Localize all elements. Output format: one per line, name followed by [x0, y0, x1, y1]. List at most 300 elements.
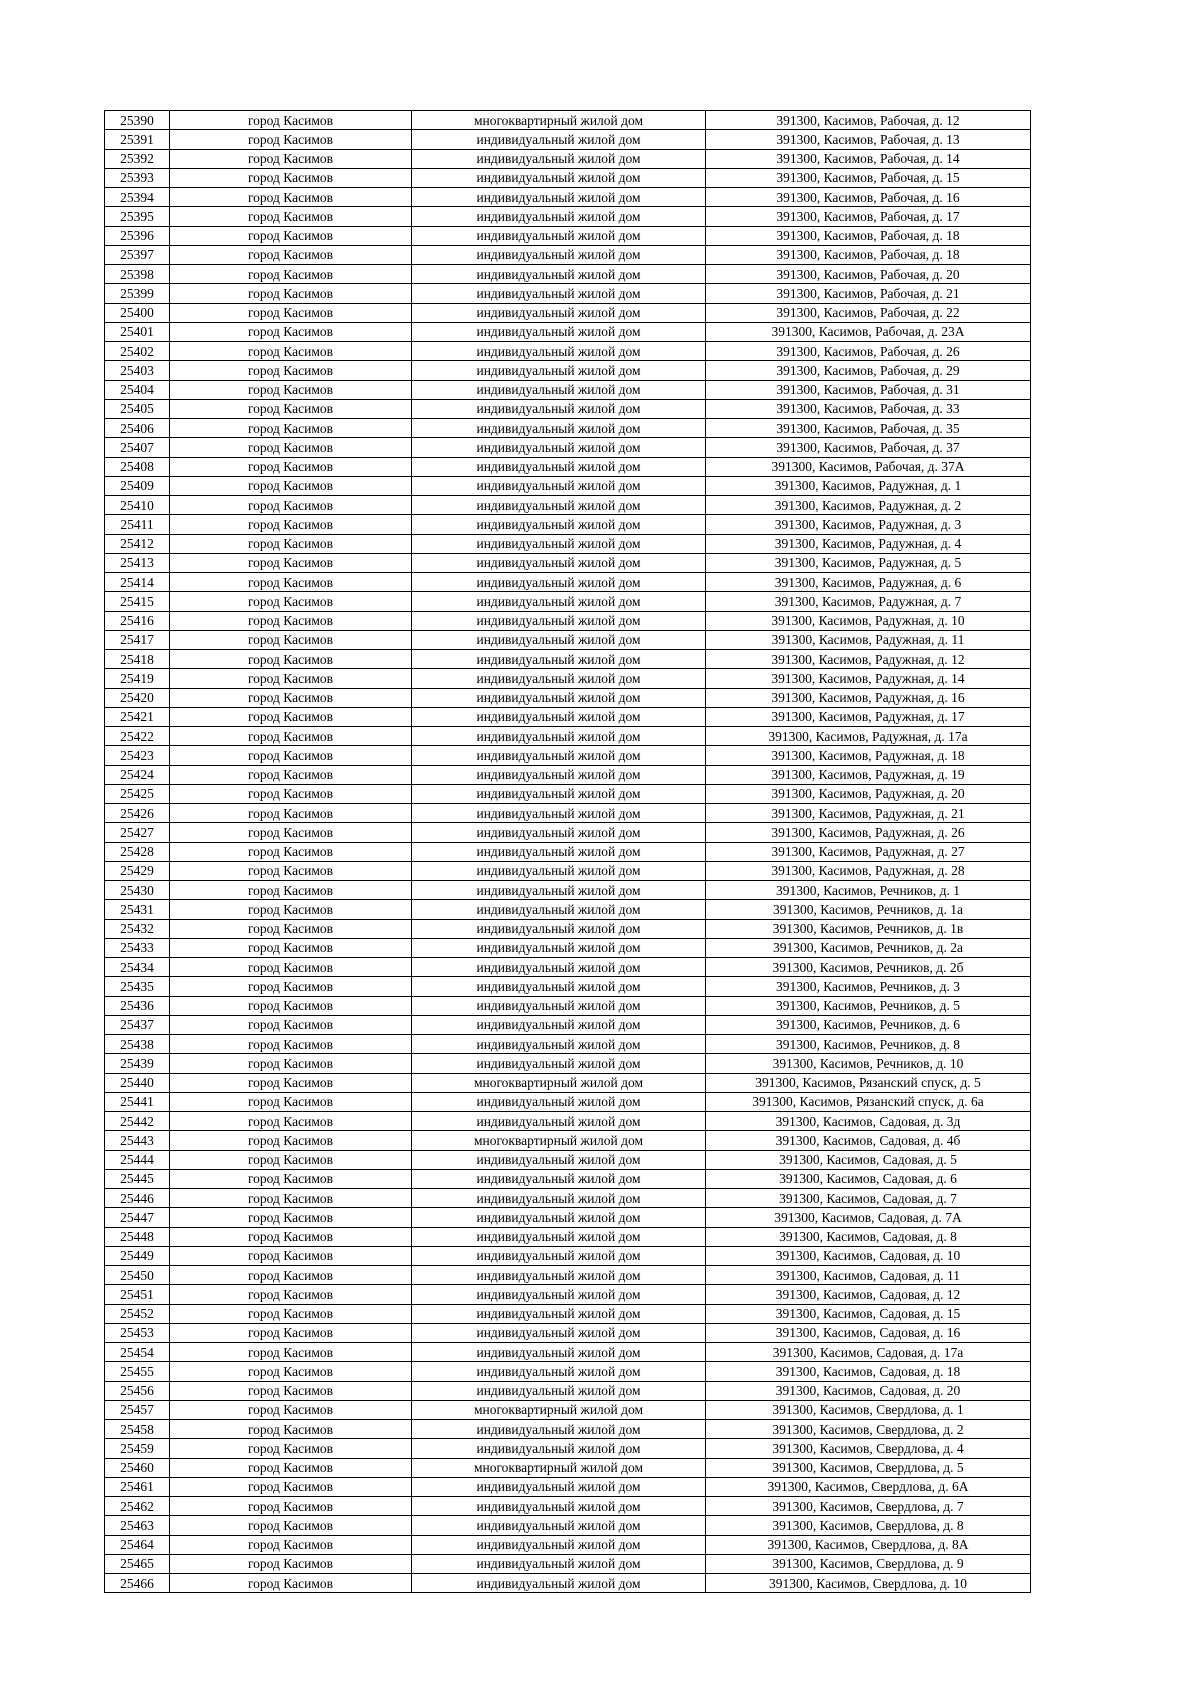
settlement-cell: город Касимов [170, 1574, 412, 1593]
settlement-cell: город Касимов [170, 188, 412, 207]
settlement-cell: город Касимов [170, 1323, 412, 1342]
address-cell: 391300, Касимов, Садовая, д. 4б [706, 1131, 1031, 1150]
building-type-cell: индивидуальный жилой дом [412, 573, 706, 592]
building-type-cell: индивидуальный жилой дом [412, 1285, 706, 1304]
row-id-cell: 25398 [105, 265, 170, 284]
row-id-cell: 25445 [105, 1169, 170, 1188]
address-cell: 391300, Касимов, Радужная, д. 17 [706, 707, 1031, 726]
settlement-cell: город Касимов [170, 111, 412, 130]
address-cell: 391300, Касимов, Садовая, д. 8 [706, 1227, 1031, 1246]
row-id-cell: 25409 [105, 476, 170, 495]
address-cell: 391300, Касимов, Речников, д. 1а [706, 900, 1031, 919]
building-type-cell: индивидуальный жилой дом [412, 419, 706, 438]
address-cell: 391300, Касимов, Садовая, д. 12 [706, 1285, 1031, 1304]
settlement-cell: город Касимов [170, 1208, 412, 1227]
row-id-cell: 25463 [105, 1516, 170, 1535]
address-cell: 391300, Касимов, Речников, д. 5 [706, 996, 1031, 1015]
settlement-cell: город Касимов [170, 823, 412, 842]
building-type-cell: индивидуальный жилой дом [412, 765, 706, 784]
row-id-cell: 25410 [105, 496, 170, 515]
row-id-cell: 25411 [105, 515, 170, 534]
row-id-cell: 25430 [105, 881, 170, 900]
address-cell: 391300, Касимов, Рабочая, д. 33 [706, 399, 1031, 418]
settlement-cell: город Касимов [170, 1343, 412, 1362]
table-row [105, 245, 1031, 264]
table-row [105, 303, 1031, 322]
address-cell: 391300, Касимов, Рабочая, д. 37 [706, 438, 1031, 457]
row-id-cell: 25425 [105, 784, 170, 803]
building-type-cell: индивидуальный жилой дом [412, 496, 706, 515]
table-row [105, 1054, 1031, 1073]
building-type-cell: индивидуальный жилой дом [412, 727, 706, 746]
address-cell: 391300, Касимов, Речников, д. 2б [706, 958, 1031, 977]
address-cell: 391300, Касимов, Садовая, д. 5 [706, 1150, 1031, 1169]
table-row [105, 496, 1031, 515]
row-id-cell: 25449 [105, 1246, 170, 1265]
building-type-cell: индивидуальный жилой дом [412, 1439, 706, 1458]
building-type-cell: индивидуальный жилой дом [412, 303, 706, 322]
building-type-cell: индивидуальный жилой дом [412, 996, 706, 1015]
table-row [105, 958, 1031, 977]
building-type-cell: индивидуальный жилой дом [412, 265, 706, 284]
address-cell: 391300, Касимов, Рабочая, д. 13 [706, 130, 1031, 149]
settlement-cell: город Касимов [170, 804, 412, 823]
row-id-cell: 25459 [105, 1439, 170, 1458]
row-id-cell: 25456 [105, 1381, 170, 1400]
building-type-cell: индивидуальный жилой дом [412, 515, 706, 534]
row-id-cell: 25427 [105, 823, 170, 842]
table-row [105, 630, 1031, 649]
settlement-cell: город Касимов [170, 226, 412, 245]
address-cell: 391300, Касимов, Рабочая, д. 29 [706, 361, 1031, 380]
building-type-cell: многоквартирный жилой дом [412, 1073, 706, 1092]
table-row [105, 1092, 1031, 1111]
table-row [105, 1381, 1031, 1400]
table-row [105, 342, 1031, 361]
building-type-cell: индивидуальный жилой дом [412, 1015, 706, 1034]
building-type-cell: многоквартирный жилой дом [412, 111, 706, 130]
settlement-cell: город Касимов [170, 207, 412, 226]
settlement-cell: город Касимов [170, 1092, 412, 1111]
address-cell: 391300, Касимов, Рабочая, д. 31 [706, 380, 1031, 399]
row-id-cell: 25391 [105, 130, 170, 149]
row-id-cell: 25407 [105, 438, 170, 457]
settlement-cell: город Касимов [170, 1554, 412, 1573]
building-type-cell: индивидуальный жилой дом [412, 1554, 706, 1573]
building-type-cell: индивидуальный жилой дом [412, 284, 706, 303]
address-cell: 391300, Касимов, Радужная, д. 1 [706, 476, 1031, 495]
building-type-cell: индивидуальный жилой дом [412, 361, 706, 380]
address-cell: 391300, Касимов, Рабочая, д. 21 [706, 284, 1031, 303]
settlement-cell: город Касимов [170, 1169, 412, 1188]
address-cell: 391300, Касимов, Садовая, д. 3д [706, 1112, 1031, 1131]
building-type-cell: индивидуальный жилой дом [412, 746, 706, 765]
row-id-cell: 25458 [105, 1420, 170, 1439]
table-body [105, 111, 1031, 1593]
building-type-cell: многоквартирный жилой дом [412, 1131, 706, 1150]
settlement-cell: город Касимов [170, 1054, 412, 1073]
row-id-cell: 25429 [105, 861, 170, 880]
address-cell: 391300, Касимов, Садовая, д. 7А [706, 1208, 1031, 1227]
row-id-cell: 25406 [105, 419, 170, 438]
table-row [105, 1227, 1031, 1246]
building-type-cell: индивидуальный жилой дом [412, 900, 706, 919]
row-id-cell: 25401 [105, 322, 170, 341]
address-cell: 391300, Касимов, Свердлова, д. 2 [706, 1420, 1031, 1439]
row-id-cell: 25434 [105, 958, 170, 977]
address-cell: 391300, Касимов, Радужная, д. 5 [706, 553, 1031, 572]
address-cell: 391300, Касимов, Рабочая, д. 23А [706, 322, 1031, 341]
table-row [105, 1343, 1031, 1362]
settlement-cell: город Касимов [170, 707, 412, 726]
settlement-cell: город Касимов [170, 688, 412, 707]
row-id-cell: 25444 [105, 1150, 170, 1169]
building-type-cell: индивидуальный жилой дом [412, 1516, 706, 1535]
row-id-cell: 25443 [105, 1131, 170, 1150]
building-type-cell: индивидуальный жилой дом [412, 149, 706, 168]
row-id-cell: 25405 [105, 399, 170, 418]
building-type-cell: индивидуальный жилой дом [412, 1169, 706, 1188]
address-cell: 391300, Касимов, Радужная, д. 2 [706, 496, 1031, 515]
table-row [105, 168, 1031, 187]
building-type-cell: индивидуальный жилой дом [412, 457, 706, 476]
row-id-cell: 25397 [105, 245, 170, 264]
table-row [105, 727, 1031, 746]
address-cell: 391300, Касимов, Рабочая, д. 15 [706, 168, 1031, 187]
building-type-cell: индивидуальный жилой дом [412, 958, 706, 977]
address-cell: 391300, Касимов, Рабочая, д. 16 [706, 188, 1031, 207]
table-row [105, 457, 1031, 476]
settlement-cell: город Касимов [170, 746, 412, 765]
address-cell: 391300, Касимов, Радужная, д. 20 [706, 784, 1031, 803]
table-row [105, 765, 1031, 784]
table-row [105, 1150, 1031, 1169]
building-type-cell: индивидуальный жилой дом [412, 1208, 706, 1227]
address-cell: 391300, Касимов, Рабочая, д. 37А [706, 457, 1031, 476]
address-cell: 391300, Касимов, Радужная, д. 4 [706, 534, 1031, 553]
building-type-cell: индивидуальный жилой дом [412, 707, 706, 726]
settlement-cell: город Касимов [170, 1189, 412, 1208]
table-row [105, 1516, 1031, 1535]
settlement-cell: город Касимов [170, 611, 412, 630]
table-row [105, 861, 1031, 880]
row-id-cell: 25437 [105, 1015, 170, 1034]
table-row [105, 515, 1031, 534]
settlement-cell: город Касимов [170, 1266, 412, 1285]
table-row [105, 1477, 1031, 1496]
address-cell: 391300, Касимов, Радужная, д. 3 [706, 515, 1031, 534]
table-row [105, 265, 1031, 284]
building-type-cell: индивидуальный жилой дом [412, 438, 706, 457]
row-id-cell: 25402 [105, 342, 170, 361]
table-row [105, 1304, 1031, 1323]
row-id-cell: 25404 [105, 380, 170, 399]
settlement-cell: город Касимов [170, 573, 412, 592]
row-id-cell: 25448 [105, 1227, 170, 1246]
table-row [105, 842, 1031, 861]
settlement-cell: город Касимов [170, 861, 412, 880]
table-row [105, 1535, 1031, 1554]
settlement-cell: город Касимов [170, 361, 412, 380]
table-row [105, 881, 1031, 900]
building-type-cell: индивидуальный жилой дом [412, 611, 706, 630]
building-type-cell: индивидуальный жилой дом [412, 784, 706, 803]
building-type-cell: индивидуальный жилой дом [412, 1266, 706, 1285]
table-row [105, 611, 1031, 630]
table-row [105, 399, 1031, 418]
address-cell: 391300, Касимов, Свердлова, д. 7 [706, 1497, 1031, 1516]
settlement-cell: город Касимов [170, 784, 412, 803]
row-id-cell: 25395 [105, 207, 170, 226]
table-row [105, 804, 1031, 823]
address-cell: 391300, Касимов, Рязанский спуск, д. 5 [706, 1073, 1031, 1092]
address-cell: 391300, Касимов, Садовая, д. 20 [706, 1381, 1031, 1400]
row-id-cell: 25432 [105, 919, 170, 938]
row-id-cell: 25446 [105, 1189, 170, 1208]
address-cell: 391300, Касимов, Речников, д. 2а [706, 938, 1031, 957]
table-row [105, 1131, 1031, 1150]
address-cell: 391300, Касимов, Радужная, д. 27 [706, 842, 1031, 861]
table-row [105, 1285, 1031, 1304]
address-cell: 391300, Касимов, Речников, д. 10 [706, 1054, 1031, 1073]
address-cell: 391300, Касимов, Радужная, д. 6 [706, 573, 1031, 592]
address-cell: 391300, Касимов, Рабочая, д. 26 [706, 342, 1031, 361]
table-row [105, 111, 1031, 130]
settlement-cell: город Касимов [170, 438, 412, 457]
row-id-cell: 25453 [105, 1323, 170, 1342]
building-type-cell: индивидуальный жилой дом [412, 688, 706, 707]
housing-registry-table [104, 110, 1031, 1593]
settlement-cell: город Касимов [170, 669, 412, 688]
building-type-cell: индивидуальный жилой дом [412, 1574, 706, 1593]
row-id-cell: 25392 [105, 149, 170, 168]
table-row [105, 573, 1031, 592]
row-id-cell: 25393 [105, 168, 170, 187]
table-row [105, 823, 1031, 842]
building-type-cell: индивидуальный жилой дом [412, 168, 706, 187]
table-row [105, 1189, 1031, 1208]
settlement-cell: город Касимов [170, 419, 412, 438]
table-row [105, 380, 1031, 399]
address-cell: 391300, Касимов, Свердлова, д. 8А [706, 1535, 1031, 1554]
row-id-cell: 25394 [105, 188, 170, 207]
settlement-cell: город Касимов [170, 380, 412, 399]
table-row [105, 1208, 1031, 1227]
address-cell: 391300, Касимов, Рабочая, д. 12 [706, 111, 1031, 130]
row-id-cell: 25422 [105, 727, 170, 746]
settlement-cell: город Касимов [170, 1304, 412, 1323]
settlement-cell: город Касимов [170, 958, 412, 977]
table-row [105, 1497, 1031, 1516]
address-cell: 391300, Касимов, Свердлова, д. 1 [706, 1400, 1031, 1419]
address-cell: 391300, Касимов, Радужная, д. 16 [706, 688, 1031, 707]
building-type-cell: индивидуальный жилой дом [412, 1092, 706, 1111]
address-cell: 391300, Касимов, Рабочая, д. 18 [706, 226, 1031, 245]
row-id-cell: 25428 [105, 842, 170, 861]
settlement-cell: город Касимов [170, 303, 412, 322]
building-type-cell: индивидуальный жилой дом [412, 1246, 706, 1265]
settlement-cell: город Касимов [170, 842, 412, 861]
address-cell: 391300, Касимов, Радужная, д. 11 [706, 630, 1031, 649]
settlement-cell: город Касимов [170, 534, 412, 553]
building-type-cell: индивидуальный жилой дом [412, 1189, 706, 1208]
address-cell: 391300, Касимов, Речников, д. 1 [706, 881, 1031, 900]
address-cell: 391300, Касимов, Рабочая, д. 35 [706, 419, 1031, 438]
row-id-cell: 25403 [105, 361, 170, 380]
building-type-cell: индивидуальный жилой дом [412, 342, 706, 361]
row-id-cell: 25399 [105, 284, 170, 303]
table-row [105, 361, 1031, 380]
settlement-cell: город Касимов [170, 1439, 412, 1458]
address-cell: 391300, Касимов, Свердлова, д. 8 [706, 1516, 1031, 1535]
table-row [105, 419, 1031, 438]
settlement-cell: город Касимов [170, 399, 412, 418]
address-cell: 391300, Касимов, Рабочая, д. 22 [706, 303, 1031, 322]
settlement-cell: город Касимов [170, 592, 412, 611]
row-id-cell: 25390 [105, 111, 170, 130]
building-type-cell: индивидуальный жилой дом [412, 322, 706, 341]
settlement-cell: город Касимов [170, 650, 412, 669]
table-row [105, 669, 1031, 688]
row-id-cell: 25426 [105, 804, 170, 823]
table-row [105, 1574, 1031, 1593]
settlement-cell: город Касимов [170, 1015, 412, 1034]
row-id-cell: 25413 [105, 553, 170, 572]
row-id-cell: 25465 [105, 1554, 170, 1573]
address-cell: 391300, Касимов, Садовая, д. 7 [706, 1189, 1031, 1208]
row-id-cell: 25441 [105, 1092, 170, 1111]
address-cell: 391300, Касимов, Радужная, д. 10 [706, 611, 1031, 630]
building-type-cell: индивидуальный жилой дом [412, 1477, 706, 1496]
row-id-cell: 25466 [105, 1574, 170, 1593]
row-id-cell: 25452 [105, 1304, 170, 1323]
address-cell: 391300, Касимов, Радужная, д. 7 [706, 592, 1031, 611]
building-type-cell: индивидуальный жилой дом [412, 919, 706, 938]
settlement-cell: город Касимов [170, 284, 412, 303]
table-row [105, 1420, 1031, 1439]
address-cell: 391300, Касимов, Радужная, д. 28 [706, 861, 1031, 880]
row-id-cell: 25442 [105, 1112, 170, 1131]
address-cell: 391300, Касимов, Рязанский спуск, д. 6а [706, 1092, 1031, 1111]
address-cell: 391300, Касимов, Садовая, д. 17а [706, 1343, 1031, 1362]
settlement-cell: город Касимов [170, 900, 412, 919]
row-id-cell: 25417 [105, 630, 170, 649]
building-type-cell: многоквартирный жилой дом [412, 1400, 706, 1419]
building-type-cell: индивидуальный жилой дом [412, 669, 706, 688]
address-cell: 391300, Касимов, Садовая, д. 6 [706, 1169, 1031, 1188]
table-row [105, 919, 1031, 938]
settlement-cell: город Касимов [170, 1516, 412, 1535]
row-id-cell: 25460 [105, 1458, 170, 1477]
settlement-cell: город Касимов [170, 1535, 412, 1554]
table-row [105, 1169, 1031, 1188]
building-type-cell: индивидуальный жилой дом [412, 630, 706, 649]
row-id-cell: 25436 [105, 996, 170, 1015]
table-row [105, 1362, 1031, 1381]
building-type-cell: индивидуальный жилой дом [412, 1035, 706, 1054]
table-row [105, 438, 1031, 457]
row-id-cell: 25415 [105, 592, 170, 611]
building-type-cell: индивидуальный жилой дом [412, 1420, 706, 1439]
building-type-cell: индивидуальный жилой дом [412, 1535, 706, 1554]
settlement-cell: город Касимов [170, 342, 412, 361]
address-cell: 391300, Касимов, Радужная, д. 19 [706, 765, 1031, 784]
settlement-cell: город Касимов [170, 1035, 412, 1054]
settlement-cell: город Касимов [170, 515, 412, 534]
address-cell: 391300, Касимов, Рабочая, д. 14 [706, 149, 1031, 168]
row-id-cell: 25447 [105, 1208, 170, 1227]
table-row [105, 938, 1031, 957]
settlement-cell: город Касимов [170, 1246, 412, 1265]
building-type-cell: многоквартирный жилой дом [412, 1458, 706, 1477]
row-id-cell: 25431 [105, 900, 170, 919]
settlement-cell: город Касимов [170, 1458, 412, 1477]
table-row [105, 650, 1031, 669]
settlement-cell: город Касимов [170, 1073, 412, 1092]
building-type-cell: индивидуальный жилой дом [412, 1304, 706, 1323]
address-cell: 391300, Касимов, Свердлова, д. 6А [706, 1477, 1031, 1496]
address-cell: 391300, Касимов, Радужная, д. 26 [706, 823, 1031, 842]
settlement-cell: город Касимов [170, 765, 412, 784]
row-id-cell: 25440 [105, 1073, 170, 1092]
address-cell: 391300, Касимов, Радужная, д. 14 [706, 669, 1031, 688]
building-type-cell: индивидуальный жилой дом [412, 553, 706, 572]
settlement-cell: город Касимов [170, 496, 412, 515]
row-id-cell: 25439 [105, 1054, 170, 1073]
table-row [105, 746, 1031, 765]
table-row [105, 130, 1031, 149]
row-id-cell: 25400 [105, 303, 170, 322]
row-id-cell: 25461 [105, 1477, 170, 1496]
table-row [105, 476, 1031, 495]
address-cell: 391300, Касимов, Свердлова, д. 4 [706, 1439, 1031, 1458]
table-row [105, 1439, 1031, 1458]
row-id-cell: 25457 [105, 1400, 170, 1419]
building-type-cell: индивидуальный жилой дом [412, 823, 706, 842]
table-row [105, 592, 1031, 611]
address-cell: 391300, Касимов, Радужная, д. 18 [706, 746, 1031, 765]
table-row [105, 784, 1031, 803]
table-row [105, 1458, 1031, 1477]
row-id-cell: 25455 [105, 1362, 170, 1381]
row-id-cell: 25408 [105, 457, 170, 476]
settlement-cell: город Касимов [170, 322, 412, 341]
table-row [105, 977, 1031, 996]
building-type-cell: индивидуальный жилой дом [412, 1054, 706, 1073]
address-cell: 391300, Касимов, Свердлова, д. 9 [706, 1554, 1031, 1573]
building-type-cell: индивидуальный жилой дом [412, 380, 706, 399]
building-type-cell: индивидуальный жилой дом [412, 534, 706, 553]
settlement-cell: город Касимов [170, 977, 412, 996]
building-type-cell: индивидуальный жилой дом [412, 804, 706, 823]
row-id-cell: 25438 [105, 1035, 170, 1054]
address-cell: 391300, Касимов, Рабочая, д. 18 [706, 245, 1031, 264]
building-type-cell: индивидуальный жилой дом [412, 1497, 706, 1516]
table-row [105, 900, 1031, 919]
address-cell: 391300, Касимов, Радужная, д. 21 [706, 804, 1031, 823]
address-cell: 391300, Касимов, Рабочая, д. 17 [706, 207, 1031, 226]
settlement-cell: город Касимов [170, 457, 412, 476]
settlement-cell: город Касимов [170, 1400, 412, 1419]
settlement-cell: город Касимов [170, 149, 412, 168]
settlement-cell: город Касимов [170, 476, 412, 495]
table-row [105, 1246, 1031, 1265]
settlement-cell: город Касимов [170, 938, 412, 957]
row-id-cell: 25419 [105, 669, 170, 688]
address-cell: 391300, Касимов, Радужная, д. 12 [706, 650, 1031, 669]
building-type-cell: индивидуальный жилой дом [412, 650, 706, 669]
settlement-cell: город Касимов [170, 553, 412, 572]
